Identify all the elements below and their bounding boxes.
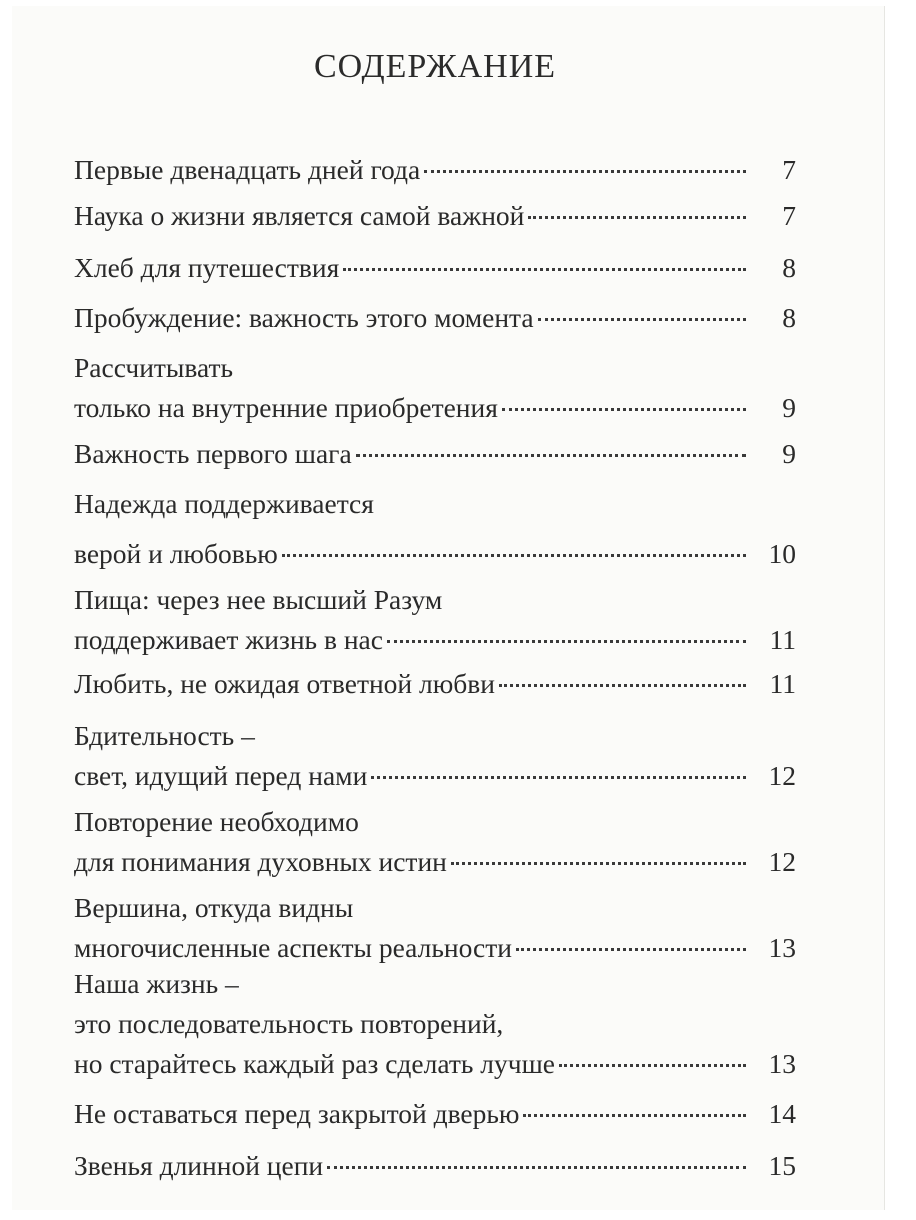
toc-entry [74,802,796,882]
toc-entry-last-line [74,388,796,428]
toc-page-number: 7 [782,200,796,231]
toc-entry-title-line: Вершина, откуда видны [74,892,354,923]
toc-entry-last-line [74,1146,796,1186]
dot-leader [451,862,746,865]
toc-entry [74,580,796,660]
dot-leader [502,408,746,411]
toc-page-number: 14 [768,1098,796,1129]
toc-entry [74,888,796,968]
toc-entry-last-line [74,1094,796,1134]
toc-entry-last-line [74,248,796,288]
dot-leader [327,1166,746,1169]
toc-entry-title: Хлеб для путешествия [74,252,340,283]
toc-entry-title-line: это последовательность повторений, [74,1008,504,1039]
toc-entry [74,1094,796,1134]
dot-leader [343,268,746,271]
toc-entry-title: Важность первого шага [74,438,352,469]
toc-page-number: 7 [782,154,796,185]
toc-page-number: 9 [782,392,796,423]
toc-entry-last-line [74,150,796,190]
toc-page-number: 15 [768,1150,796,1181]
toc-entry-title-line: Пища: через нее высший Разум [74,584,443,615]
dot-leader [282,554,746,557]
toc-entry-title: свет, идущий перед нами [74,760,368,791]
toc-entry-title-line: Надежда поддерживается [74,488,374,519]
toc-entry [74,298,796,338]
toc-entry-last-line [74,196,796,236]
toc-entry-last-line [74,534,796,574]
toc-entry-title: верой и любовью [74,538,278,569]
toc-entry-title-line: Наша жизнь – [74,968,239,999]
toc-entry-last-line [74,620,796,660]
toc-entry-title-line: Повторение необходимо [74,806,359,837]
toc-entry-title: Пробуждение: важность этого момента [74,302,534,333]
toc-entry-title: но старайтесь каждый раз сделать лучше [74,1048,555,1079]
toc-entry [74,964,796,1084]
toc-entry-last-line [74,1044,796,1084]
toc-entry-last-line [74,664,796,704]
dot-leader [538,318,746,321]
toc-page-number: 12 [768,760,796,791]
toc-entry [74,348,796,428]
toc-entry [74,664,796,704]
dot-leader [559,1064,746,1067]
toc-entry [74,716,796,796]
dot-leader [356,454,746,457]
toc-page-number: 8 [782,302,796,333]
dot-leader [387,640,746,643]
dot-leader [528,216,746,219]
toc-page-number: 10 [768,538,796,569]
toc-entry-title: Любить, не ожидая ответной любви [74,668,495,699]
toc-entry-last-line [74,842,796,882]
toc-entry [74,248,796,288]
toc-page-number: 9 [782,438,796,469]
toc-entry-title: Звенья длинной цепи [74,1150,324,1181]
toc-entry-title-line: Бдительность – [74,720,255,751]
toc-page-number: 8 [782,252,796,283]
toc-page-number: 13 [768,932,796,963]
toc-page-number: 12 [768,846,796,877]
toc-entry [74,1146,796,1186]
toc-entry [74,434,796,474]
page-title: СОДЕРЖАНИЕ [313,48,557,85]
toc-entry-title-line: Рассчитывать [74,352,234,383]
toc-entry-title: только на внутренние приобретения [74,392,498,423]
dot-leader [516,948,746,951]
dot-leader [523,1114,746,1117]
toc-entry-last-line [74,434,796,474]
toc-entry [74,196,796,236]
toc-entry-title: многочисленные аспекты реальности [74,932,512,963]
toc-entry-last-line [74,298,796,338]
toc-entry-title: Первые двенадцать дней года [74,154,421,185]
toc-entry-last-line [74,756,796,796]
toc-entry-title: Наука о жизни является самой важной [74,200,525,231]
toc-entry-title: поддерживает жизнь в нас [74,624,383,655]
dot-leader [371,776,746,779]
dot-leader [424,170,746,173]
toc-entry [74,150,796,190]
toc-page-number: 13 [768,1048,796,1079]
dot-leader [499,684,746,687]
toc-entry-last-line [74,928,796,968]
toc-page-number: 11 [769,624,796,655]
toc-entry-title: для понимания духовных истин [74,846,447,877]
toc-page-number: 11 [769,668,796,699]
toc-entry [74,484,796,574]
toc-entry-title: Не оставаться перед закрытой дверью [74,1098,520,1129]
